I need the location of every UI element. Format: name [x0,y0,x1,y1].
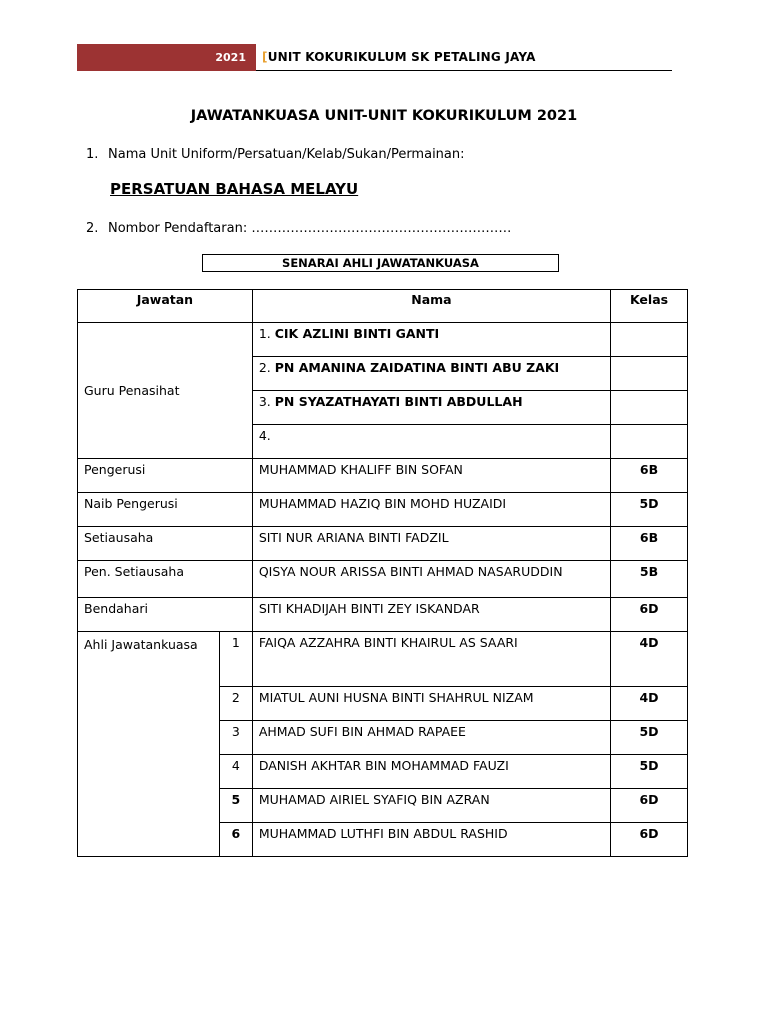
kelas-cell: 4D [611,687,688,721]
kelas-cell: 5D [611,755,688,789]
guru-num: 1. [258,326,271,341]
name-cell: SITI KHADIJAH BINTI ZEY ISKANDAR [252,598,610,632]
unit-name: PERSATUAN BAHASA MELAYU [110,180,359,198]
senarai-label: SENARAI AHLI JAWATANKUASA [202,254,559,272]
name-cell: QISYA NOUR ARISSA BINTI AHMAD NASARUDDIN [252,561,610,598]
guru-num: 4. [258,428,271,443]
ajk-num: 4 [219,755,252,789]
guru-name-cell [252,323,610,357]
kelas-cell: 4D [611,632,688,687]
jawatan-cell: Setiausaha [78,527,253,561]
header-rule [256,70,672,71]
name-cell: MUHAMMAD KHALIFF BIN SOFAN [252,459,610,493]
guru-kelas [611,323,688,357]
kelas-cell: 6D [611,598,688,632]
guru-penasihat-label [78,323,253,459]
guru-name-cell [252,391,610,425]
kelas-cell: 6B [611,459,688,493]
header-kelas: Kelas [611,290,688,323]
guru-name-cell [252,357,610,391]
name-cell: MUHAMAD AIRIEL SYAFIQ BIN AZRAN [252,789,610,823]
guru-kelas [611,425,688,459]
guru-name: PN SYAZATHAYATI BINTI ABDULLAH [274,394,523,409]
table-row [78,561,688,598]
guru-kelas [611,357,688,391]
ajk-num: 6 [219,823,252,857]
table-header-row [78,290,688,323]
guru-penasihat-text: Guru Penasihat [84,383,180,398]
question-1-text: Nama Unit Uniform/Persatuan/Kelab/Sukan/Permainan: [108,147,465,162]
guru-num: 2. [258,360,271,375]
name-cell: DANISH AKHTAR BIN MOHAMMAD FAUZI [252,755,610,789]
guru-name: CIK AZLINI BINTI GANTI [274,326,440,341]
table-row [78,323,688,357]
table-row [78,632,688,687]
name-cell: SITI NUR ARIANA BINTI FADZIL [252,527,610,561]
name-cell: AHMAD SUFI BIN AHMAD RAPAEE [252,721,610,755]
committee-table [77,289,688,857]
name-cell: MUHAMMAD HAZIQ BIN MOHD HUZAIDI [252,493,610,527]
kelas-cell: 5D [611,493,688,527]
header-year: 2021 [215,51,246,64]
header-year-band [77,44,256,71]
question-2-number: 2. [86,221,99,236]
name-cell: MIATUL AUNI HUSNA BINTI SHAHRUL NIZAM [252,687,610,721]
name-cell: MUHAMMAD LUTHFI BIN ABDUL RASHID [252,823,610,857]
kelas-cell: 6B [611,527,688,561]
header-title [262,50,536,64]
ajk-num: 3 [219,721,252,755]
kelas-cell: 6D [611,823,688,857]
header-nama: Nama [252,290,610,323]
jawatan-cell: Bendahari [78,598,253,632]
table-row [78,598,688,632]
jawatan-cell: Naib Pengerusi [78,493,253,527]
guru-name-cell [252,425,610,459]
header-bracket: [ [262,50,268,64]
jawatan-cell: Pengerusi [78,459,253,493]
ajk-num: 2 [219,687,252,721]
ajk-label-text: Ahli Jawatankuasa [84,637,198,652]
name-cell: FAIQA AZZAHRA BINTI KHAIRUL AS SAARI [252,632,610,687]
jawatan-cell: Pen. Setiausaha [78,561,253,598]
header-jawatan: Jawatan [78,290,253,323]
guru-num: 3. [258,394,271,409]
ajk-label [78,632,220,857]
table-row [78,493,688,527]
kelas-cell: 6D [611,789,688,823]
page-title: JAWATANKUASA UNIT-UNIT KOKURIKULUM 2021 [190,108,578,124]
guru-name: PN AMANINA ZAIDATINA BINTI ABU ZAKI [274,360,560,375]
table-row [78,527,688,561]
ajk-num: 5 [219,789,252,823]
ajk-num: 1 [219,632,252,687]
question-1-number: 1. [86,147,99,162]
kelas-cell: 5D [611,721,688,755]
table-row [78,459,688,493]
guru-kelas [611,391,688,425]
question-2-text: Nombor Pendaftaran: …………………………………………………… [108,221,512,236]
question-2 [86,221,511,236]
kelas-cell: 5B [611,561,688,598]
header-unit-title: UNIT KOKURIKULUM SK PETALING JAYA [267,50,536,64]
question-1 [86,147,465,162]
